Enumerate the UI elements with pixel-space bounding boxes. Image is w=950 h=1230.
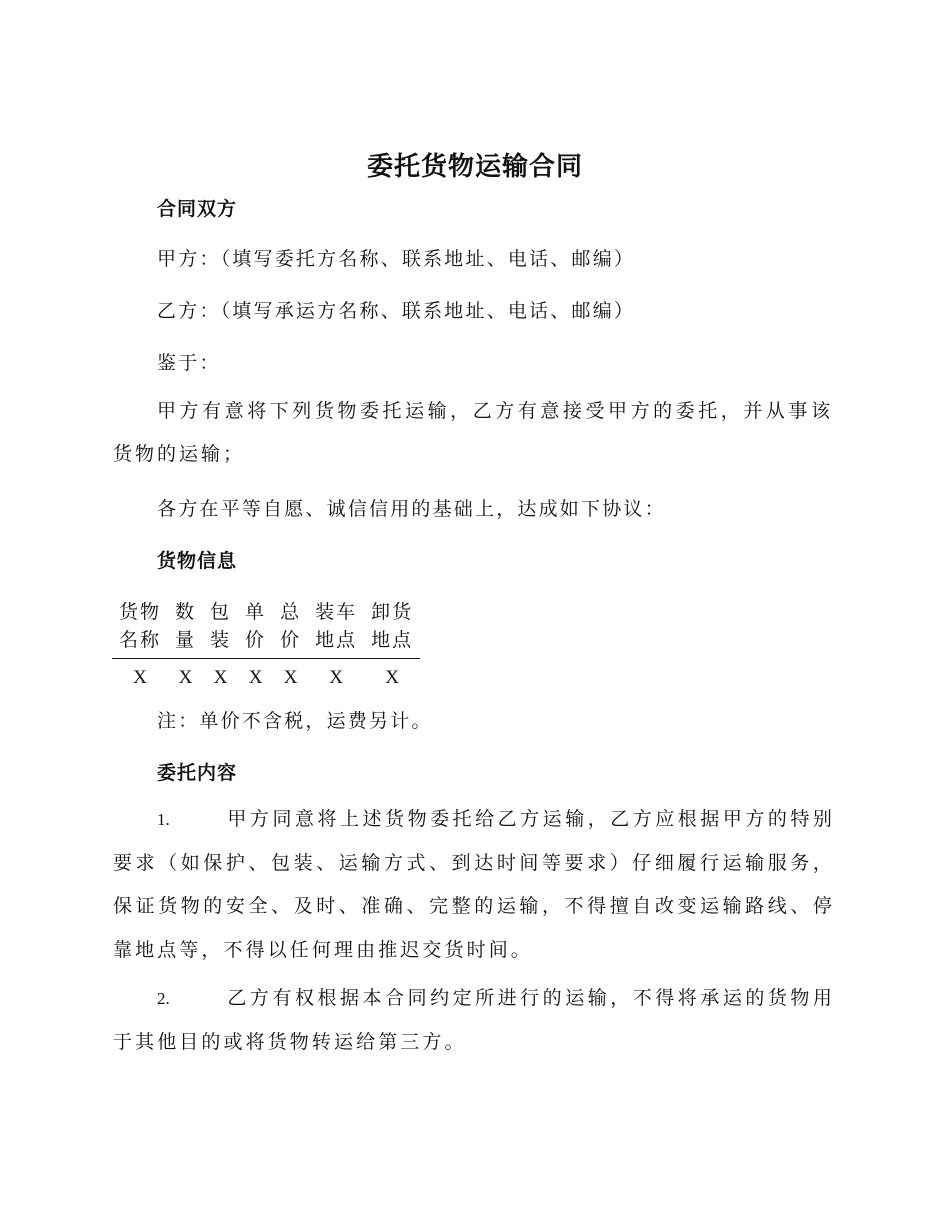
whereas-label: 鉴于： xyxy=(157,352,221,374)
entrust-item-number: 1. xyxy=(157,810,170,829)
goods-table-header-name: 货物 名称 xyxy=(112,598,168,659)
goods-table-cell: X xyxy=(283,667,298,688)
goods-table-header-packaging: 包 装 xyxy=(203,598,238,659)
goods-table xyxy=(112,598,420,691)
whereas-paragraph-1: 甲方有意将下列货物委托运输，乙方有意接受甲方的委托，并从事该货物的运输； xyxy=(113,400,833,465)
goods-table-header-unloading-place: 卸货 地点 xyxy=(364,598,420,659)
party-b-line: 乙方：（填写承运方名称、联系地址、电话、邮编） xyxy=(157,300,636,322)
goods-table-header-total-price: 总 价 xyxy=(273,598,308,659)
entrust-item-text: 乙方有权根据本合同约定所进行的运输，不得将承运的货物用于其他目的或将货物转运给第三方。 xyxy=(113,987,835,1053)
entrust-item-text: 甲方同意将上述货物委托给乙方运输，乙方应根据甲方的特别要求（如保护、包装、运输方式、到达时间等要求）仔细履行运输服务，保证货物的安全、及时、准确、完整的运输，不得擅自改变运输路线、停靠地点等，不得以任何理由推迟交货时间。 xyxy=(113,808,835,961)
document-title: 委托货物运输合同 xyxy=(366,152,583,182)
whereas-paragraph-2: 各方在平等自愿、诚信信用的基础上，达成如下协议： xyxy=(157,498,666,520)
goods-table-header-unit-price: 单 价 xyxy=(238,598,273,659)
goods-table-header-quantity: 数 量 xyxy=(168,598,203,659)
parties-heading: 合同双方 xyxy=(157,198,238,220)
goods-table-cell: X xyxy=(213,667,228,688)
entrust-heading: 委托内容 xyxy=(157,762,238,784)
party-a-line: 甲方：（填写委托方名称、联系地址、电话、邮编） xyxy=(157,248,636,270)
goods-heading: 货物信息 xyxy=(157,550,238,572)
entrust-item-2 xyxy=(113,977,835,1064)
entrust-item-number: 2. xyxy=(157,989,170,1008)
goods-table-cell: X xyxy=(329,667,343,688)
goods-table-header-loading-place: 装车 地点 xyxy=(308,598,364,659)
entrust-item-1 xyxy=(113,798,835,972)
goods-table-cell: X xyxy=(248,667,263,688)
goods-table-cell: X xyxy=(133,667,147,688)
goods-table-cell: X xyxy=(178,667,193,688)
goods-table-row xyxy=(112,659,420,692)
goods-note: 注：单价不含税，运费另计。 xyxy=(157,710,433,732)
goods-table-header-row xyxy=(112,598,420,659)
goods-table-cell: X xyxy=(385,667,399,688)
